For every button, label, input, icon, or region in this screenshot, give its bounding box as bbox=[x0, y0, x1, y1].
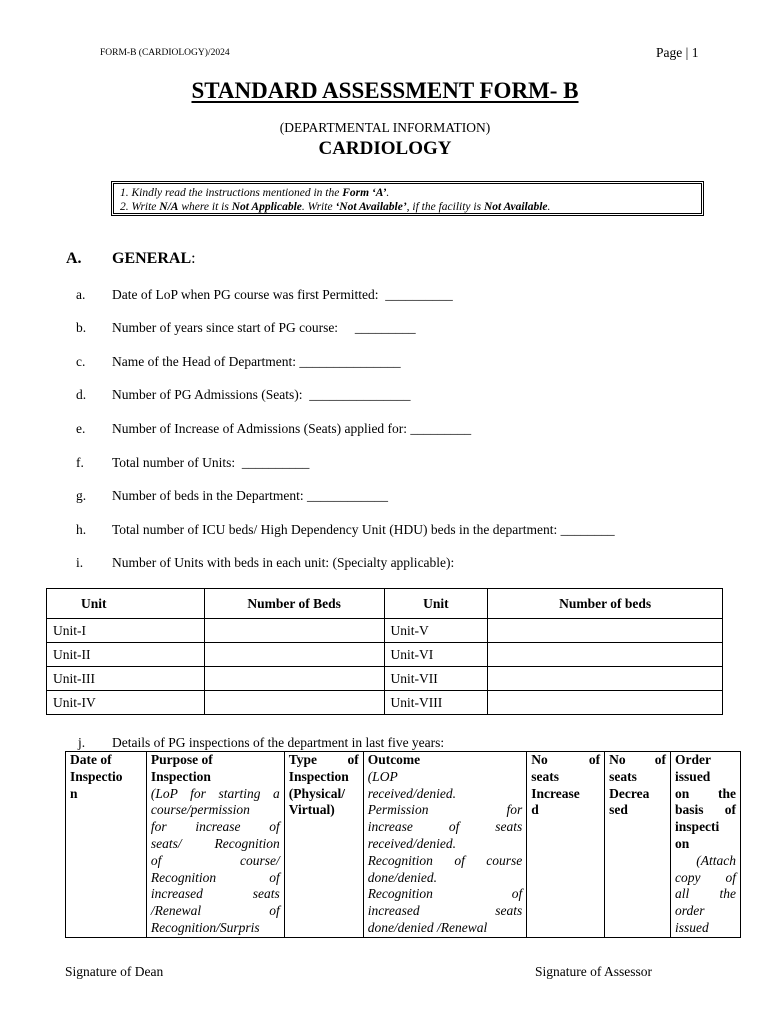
table-row bbox=[47, 619, 723, 643]
item-pg-admissions: Number of PG Admissions (Seats): _______________ bbox=[112, 387, 411, 402]
item-years-since-start: Number of years since start of PG course: _________ bbox=[112, 320, 416, 335]
item-letter: c. bbox=[76, 354, 86, 369]
department-name: CARDIOLOGY bbox=[318, 138, 452, 159]
beds-input-cell[interactable] bbox=[204, 643, 384, 667]
column-header-outcome: Outcome (LOP received/denied. Permission for increase of seats received/denied. Recognition of course done/denied. Recognition of increased seats done/denied /Renewal bbox=[363, 752, 527, 938]
column-header-unit: Unit bbox=[384, 589, 488, 619]
instruction-line-2: 2. Write N/A where it is Not Applicable. Write ‘Not Available’, if the facility is Not Available. bbox=[120, 201, 551, 213]
unit-name-cell: Unit-II bbox=[47, 643, 205, 667]
units-beds-table bbox=[46, 588, 723, 715]
item-icu-hdu-beds: Total number of ICU beds/ High Dependency Unit (HDU) beds in the department: ________ bbox=[112, 522, 615, 537]
page-subtitle: (DEPARTMENTAL INFORMATION) bbox=[279, 120, 491, 135]
column-header-date-of-inspection: Date of Inspectio n bbox=[66, 752, 147, 938]
unit-name-cell: Unit-IV bbox=[47, 691, 205, 715]
item-letter: j. bbox=[78, 735, 86, 750]
instruction-line-1: 1. Kindly read the instructions mentioned in the Form ‘A’. bbox=[120, 187, 390, 199]
unit-name-cell: Unit-I bbox=[47, 619, 205, 643]
item-lop-date: Date of LoP when PG course was first Permitted: __________ bbox=[112, 287, 453, 302]
item-pg-inspections: Details of PG inspections of the department in last five years: bbox=[112, 735, 445, 750]
beds-input-cell[interactable] bbox=[488, 643, 723, 667]
instructions-box bbox=[111, 181, 704, 216]
column-header-seats-decreased: No of seats Decrea sed bbox=[605, 752, 671, 938]
unit-name-cell: Unit-VII bbox=[384, 667, 488, 691]
column-header-seats-increased: No of seats Increase d bbox=[527, 752, 605, 938]
page-number: Page | 1 bbox=[656, 45, 699, 60]
signature-assessor: Signature of Assessor bbox=[535, 964, 652, 979]
item-beds-in-department: Number of beds in the Department: ____________ bbox=[112, 488, 388, 503]
item-letter: i. bbox=[76, 555, 84, 570]
section-letter: A. bbox=[66, 250, 82, 267]
column-header-purpose-of-inspection: Purpose of Inspection (LoP for starting a course/permission for increase of seats/ Recognition of course/ Recognition of increased seats /Renewal of Recognition/Surpris bbox=[146, 752, 284, 938]
page-title: STANDARD ASSESSMENT FORM- B bbox=[191, 78, 579, 103]
item-letter: d. bbox=[76, 387, 87, 402]
column-header-number-of-beds: Number of Beds bbox=[204, 589, 384, 619]
item-letter: g. bbox=[76, 488, 87, 503]
beds-input-cell[interactable] bbox=[488, 691, 723, 715]
beds-input-cell[interactable] bbox=[204, 619, 384, 643]
unit-name-cell: Unit-III bbox=[47, 667, 205, 691]
beds-input-cell[interactable] bbox=[488, 667, 723, 691]
item-letter: f. bbox=[76, 455, 84, 470]
item-letter: b. bbox=[76, 320, 87, 335]
unit-name-cell: Unit-V bbox=[384, 619, 488, 643]
form-code: FORM-B (CARDIOLOGY)/2024 bbox=[100, 48, 230, 58]
item-letter: a. bbox=[76, 287, 86, 302]
column-header-unit: Unit bbox=[47, 589, 205, 619]
item-head-of-department: Name of the Head of Department: _______________ bbox=[112, 354, 401, 369]
item-letter: e. bbox=[76, 421, 86, 436]
item-total-units: Total number of Units: __________ bbox=[112, 455, 310, 470]
beds-input-cell[interactable] bbox=[204, 691, 384, 715]
column-header-number-of-beds: Number of beds bbox=[488, 589, 723, 619]
table-row bbox=[47, 667, 723, 691]
column-header-order-issued: Order issued on the basis of inspecti on (Attach copy of all the order issued bbox=[671, 752, 741, 938]
section-title: GENERAL: bbox=[112, 250, 196, 267]
column-header-type-of-inspection: Type of Inspection (Physical/ Virtual) bbox=[284, 752, 363, 938]
unit-name-cell: Unit-VIII bbox=[384, 691, 488, 715]
table-header-row bbox=[47, 589, 723, 619]
inspection-details-table bbox=[65, 751, 741, 938]
beds-input-cell[interactable] bbox=[488, 619, 723, 643]
item-increase-admissions: Number of Increase of Admissions (Seats) applied for: _________ bbox=[112, 421, 472, 436]
item-units-with-beds: Number of Units with beds in each unit: (Specialty applicable): bbox=[112, 555, 455, 570]
table-row bbox=[47, 643, 723, 667]
signature-dean: Signature of Dean bbox=[65, 964, 164, 979]
unit-name-cell: Unit-VI bbox=[384, 643, 488, 667]
table-row bbox=[47, 691, 723, 715]
table-header-row bbox=[66, 752, 741, 938]
beds-input-cell[interactable] bbox=[204, 667, 384, 691]
item-letter: h. bbox=[76, 522, 87, 537]
